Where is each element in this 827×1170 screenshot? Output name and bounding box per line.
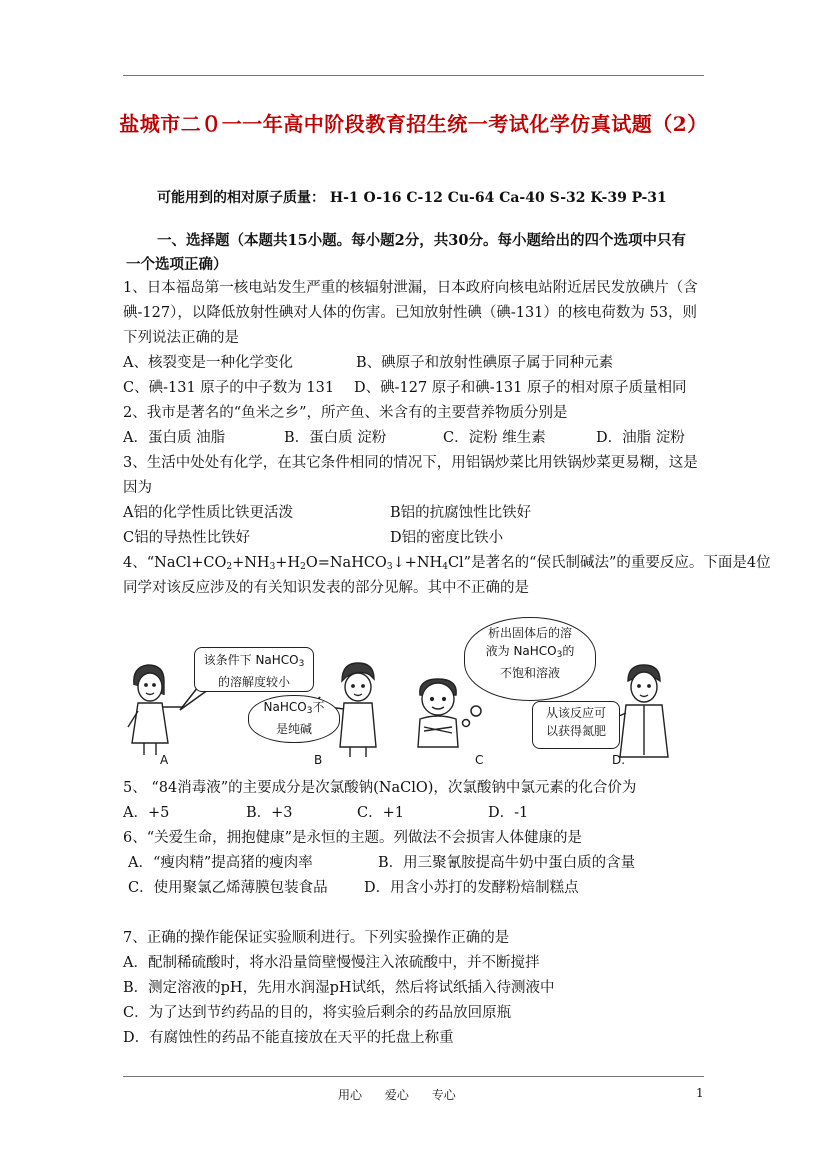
bubble-a-line2: 的溶解度较小 xyxy=(217,675,290,689)
q2-option-a: A．蛋白质 油脂 xyxy=(123,430,226,446)
bubble-d xyxy=(532,701,620,749)
q4-eq-part: 位 xyxy=(756,555,771,571)
bubble-c-line2 xyxy=(465,642,595,664)
q4-stem-line1 xyxy=(123,553,771,577)
thought-dot xyxy=(463,720,470,727)
q3-stem-line2: 因为 xyxy=(123,480,152,496)
figure-label-a: A xyxy=(160,753,169,767)
q7-option-d: D．有腐蚀性的药品不能直接放在天平的托盘上称重 xyxy=(123,1030,454,1046)
footer-rule xyxy=(123,1076,704,1077)
q3-option-b: B铝的抗腐蚀性比铁好 xyxy=(390,505,532,521)
atomic-mass-line: 可能用到的相对原子质量： H-1 O-16 C-12 Cu-64 Ca-40 S-32 K-39 P-31 xyxy=(157,190,667,206)
q2-option-d: D．油脂 淀粉 xyxy=(596,430,685,446)
q4-eq-part: Cl”是著名的“侯氏制碱法”的重要反应。下面是 xyxy=(447,555,747,571)
bubble-b xyxy=(248,695,340,743)
q6-option-b: B．用三聚氰胺提高牛奶中蛋白质的含量 xyxy=(378,855,636,871)
bubble-b-line2: 是纯碱 xyxy=(275,722,312,736)
q7-option-b: B．测定溶液的pH，先用水润湿pH试纸，然后将试纸插入待测液中 xyxy=(123,980,555,996)
q3-option-d: D铝的密度比铁小 xyxy=(390,530,504,546)
q4-eq-part: +NH xyxy=(232,555,270,571)
bubble-d-line1: 从该反应可 xyxy=(545,706,606,720)
q5-option-a: A．+5 xyxy=(123,805,170,821)
bubble-c-line1: 析出固体后的溶 xyxy=(487,626,572,640)
q4-illustration xyxy=(120,615,680,775)
cartoon-figures xyxy=(120,615,680,775)
q4-stem-line2: 同学对该反应涉及的有关知识发表的部分见解。其中不正确的是 xyxy=(123,580,529,596)
q1-stem-line2: 碘-127），以降低放射性碘对人体的伤害。已知放射性碘（碘-131）的核电荷数为 53，则 xyxy=(123,305,697,321)
bubble-a-text: 该条件下 NaHCO xyxy=(203,653,299,667)
q4-sub: 2 xyxy=(300,562,306,572)
q5-option-b: B．+3 xyxy=(246,805,293,821)
bubble-a xyxy=(194,647,314,692)
q4-sub: 3 xyxy=(269,562,276,572)
q6-option-d: D．用含小苏打的发酵粉焙制糕点 xyxy=(364,880,579,896)
figure-label-d: D. xyxy=(612,753,626,767)
q4-eq-part: 4、“NaCl+CO xyxy=(123,555,227,571)
bubble-b-text-end: 不 xyxy=(312,700,325,714)
q4-eq-part: ↓+NH xyxy=(392,555,443,571)
q4-sub: 4 xyxy=(442,562,448,572)
figure-label-c: C xyxy=(475,753,484,767)
q4-eq-part: +H xyxy=(275,555,301,571)
q2-option-c: C．淀粉 维生素 xyxy=(443,430,546,446)
figure-c-child xyxy=(418,679,458,747)
q1-option-b: B、碘原子和放射性碘原子属于同种元素 xyxy=(356,355,614,371)
q7-stem: 7、正确的操作能保证实验顺利进行。下列实验操作正确的是 xyxy=(123,930,510,946)
section-heading-line1: 一、选择题（本题共15小题。每小题2分，共30分。每小题给出的四个选项中只有 xyxy=(157,232,686,249)
q2-option-b: B．蛋白质 淀粉 xyxy=(284,430,387,446)
exam-title: 盐城市二０一一年高中阶段教育招生统一考试化学仿真试题（2） xyxy=(119,112,708,136)
q7-option-a: A．配制稀硫酸时，将水沿量筒壁慢慢注入浓硫酸中，并不断搅拌 xyxy=(123,955,540,971)
thought-dot xyxy=(471,706,481,716)
q4-eq-part: 4 xyxy=(746,555,757,571)
q4-eq-part: O=NaHCO xyxy=(305,555,387,571)
bubble-c-text-end: 的 xyxy=(562,644,575,658)
bubble-b-line1 xyxy=(249,698,339,720)
section-heading-line2: 一个选项正确） xyxy=(126,256,228,273)
footer-motto: 用心 爱心 专心 xyxy=(338,1088,456,1102)
q1-option-d: D、碘-127 原子和碘-131 原子的相对原子质量相同 xyxy=(354,380,687,396)
bubble-a-line1 xyxy=(195,651,313,673)
bubble-a-sub: 3 xyxy=(298,659,305,669)
bubble-c-text: 液为 NaHCO xyxy=(485,644,557,658)
bubble-c xyxy=(464,617,596,701)
q7-option-c: C．为了达到节约药品的目的，将实验后剩余的药品放回原瓶 xyxy=(123,1005,512,1021)
figure-d-man xyxy=(612,665,668,757)
q4-sub: 2 xyxy=(226,562,233,572)
figure-label-b: B xyxy=(314,753,323,767)
bubble-b-text: NaHCO xyxy=(263,700,307,714)
bubble-d-line2: 以获得氮肥 xyxy=(545,724,606,738)
q6-stem: 6、“关爱生命，拥抱健康”是永恒的主题。列做法不会损害人体健康的是 xyxy=(123,830,583,846)
q6-option-a: A．“瘦肉精”提高猪的瘦肉率 xyxy=(128,855,313,871)
q1-option-c: C、碘-131 原子的中子数为 131 xyxy=(123,380,335,396)
bubble-c-line3: 不饱和溶液 xyxy=(499,666,560,680)
q5-option-c: C．+1 xyxy=(357,805,404,821)
q3-stem-line1: 3、生活中处处有化学，在其它条件相同的情况下，用铝锅炒菜比用铁锅炒菜更易糊，这是 xyxy=(123,455,698,471)
q1-stem-line3: 下列说法正确的是 xyxy=(123,330,239,346)
q5-option-d: D．-1 xyxy=(488,805,529,821)
q5-stem: 5、 “84消毒液”的主要成分是次氯酸钠(NaClO)，次氯酸钠中氯元素的化合价为 xyxy=(123,780,637,796)
q1-stem-line1: 1、日本福岛第一核电站发生严重的核辐射泄漏，日本政府向核电站附近居民发放碘片（含 xyxy=(123,280,698,296)
page-number: 1 xyxy=(696,1086,704,1100)
q1-option-a: A、核裂变是一种化学变化 xyxy=(123,355,293,371)
q2-stem: 2、我市是著名的“鱼米之乡”，所产鱼、米含有的主要营养物质分别是 xyxy=(123,405,568,421)
q3-option-a: A铝的化学性质比铁更活泼 xyxy=(123,505,293,521)
header-rule xyxy=(123,75,704,76)
q6-option-c: C．使用聚氯乙烯薄膜包装食品 xyxy=(128,880,328,896)
bubble-b-sub: 3 xyxy=(306,706,313,716)
q4-sub: 3 xyxy=(386,562,393,572)
figure-a-girl xyxy=(128,665,182,755)
q3-option-c: C铝的导热性比铁好 xyxy=(123,530,251,546)
bubble-c-sub: 3 xyxy=(556,650,563,660)
